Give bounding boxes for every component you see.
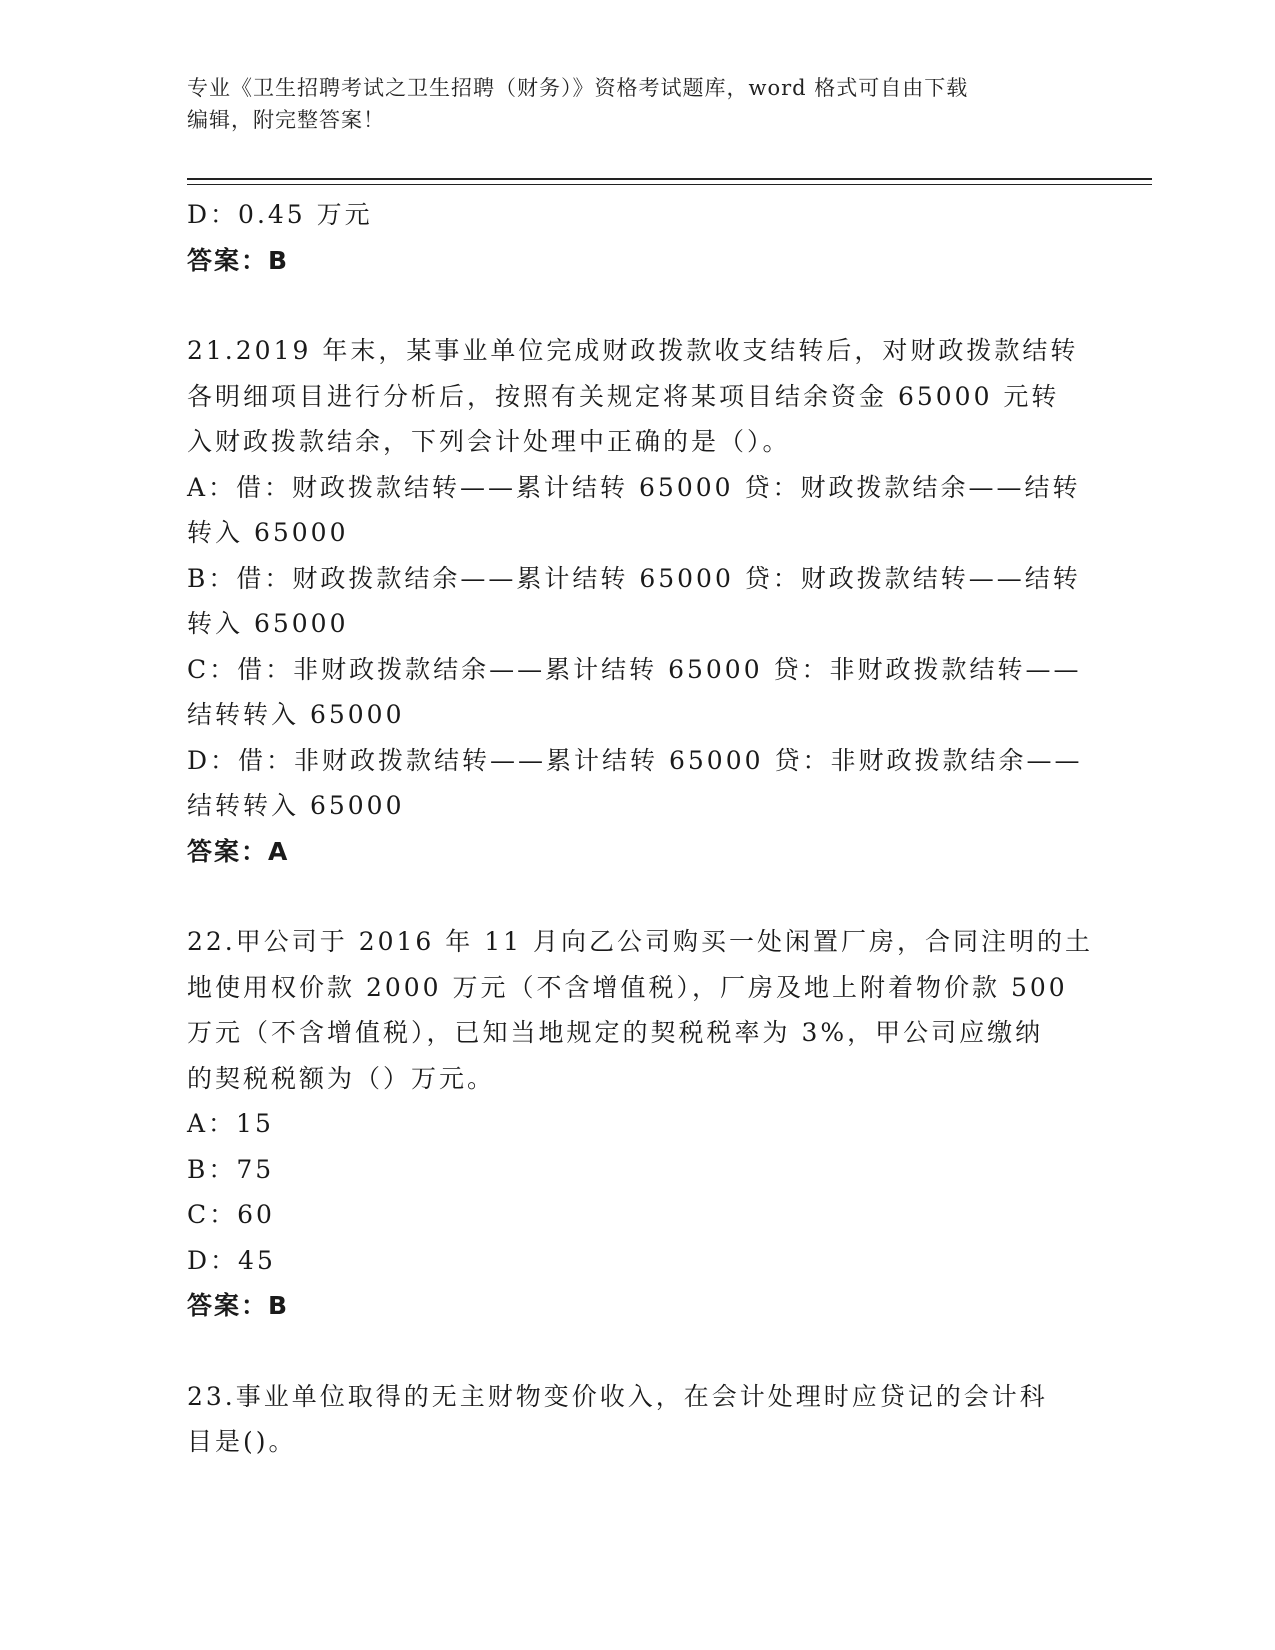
question-stem-line: 的契税税额为（）万元。	[187, 1063, 496, 1093]
question-stem-line: 21.2019 年末，某事业单位完成财政拨款收支结转后，对财政拨款结转	[187, 336, 1079, 365]
question-stem-line: 各明细项目进行分析后，按照有关规定将某项目结余资金 65000 元转	[187, 381, 1060, 411]
option-a-continued: 转入 65000	[187, 518, 349, 547]
header-divider-thin	[187, 184, 1152, 185]
option-c: C：借：非财政拨款结余——累计结转 65000 贷：非财政拨款结转——	[187, 654, 1082, 684]
option-c-continued: 结转转入 65000	[187, 700, 405, 729]
question-stem-line: 目是()。	[187, 1427, 297, 1456]
header-divider-thick	[187, 178, 1152, 180]
option-a: A：借：财政拨款结转——累计结转 65000 贷：财政拨款结余——结转	[187, 472, 1081, 502]
header-line-1: 专业《卫生招聘考试之卫生招聘（财务）》资格考试题库，word 格式可自由下载	[187, 76, 969, 100]
question-21	[187, 328, 1087, 874]
option-b: B：借：财政拨款结余——累计结转 65000 贷：财政拨款结转——结转	[187, 563, 1081, 593]
question-22	[187, 919, 1093, 1329]
page-header	[187, 72, 1067, 136]
option-b-continued: 转入 65000	[187, 609, 349, 638]
question-stem-line: 地使用权价款 2000 万元（不含增值税），厂房及地上附着物价款 500	[187, 972, 1068, 1002]
option-d: D：借：非财政拨款结转——累计结转 65000 贷：非财政拨款结余——	[187, 745, 1083, 775]
option-b: B：75	[187, 1154, 275, 1184]
option-c: C：60	[187, 1200, 275, 1229]
spacer	[187, 874, 1087, 919]
answer-line: 答案：B	[187, 1291, 290, 1320]
spacer	[187, 1329, 1087, 1374]
spacer	[187, 283, 1087, 328]
option-d: D：0.45 万元	[187, 200, 373, 229]
question-stem-line: 22.甲公司于 2016 年 11 月向乙公司购买一处闲置厂房，合同注明的土	[187, 927, 1093, 956]
option-d-continued: 结转转入 65000	[187, 791, 405, 820]
question-stem-line: 万元（不含增值税），已知当地规定的契税税率为 3%，甲公司应缴纳	[187, 1018, 1044, 1047]
option-d: D：45	[187, 1245, 276, 1275]
previous-question-tail	[187, 192, 1087, 283]
option-a: A：15	[187, 1109, 274, 1138]
question-content	[187, 192, 1093, 1465]
answer-line: 答案：B	[187, 245, 290, 275]
question-23	[187, 1374, 1087, 1465]
header-line-2: 编辑，附完整答案！	[187, 108, 385, 132]
question-stem-line: 23.事业单位取得的无主财物变价收入，在会计处理时应贷记的会计科	[187, 1381, 1048, 1411]
question-stem-line: 入财政拨款结余，下列会计处理中正确的是（）。	[187, 427, 791, 456]
answer-line: 答案：A	[187, 836, 290, 866]
